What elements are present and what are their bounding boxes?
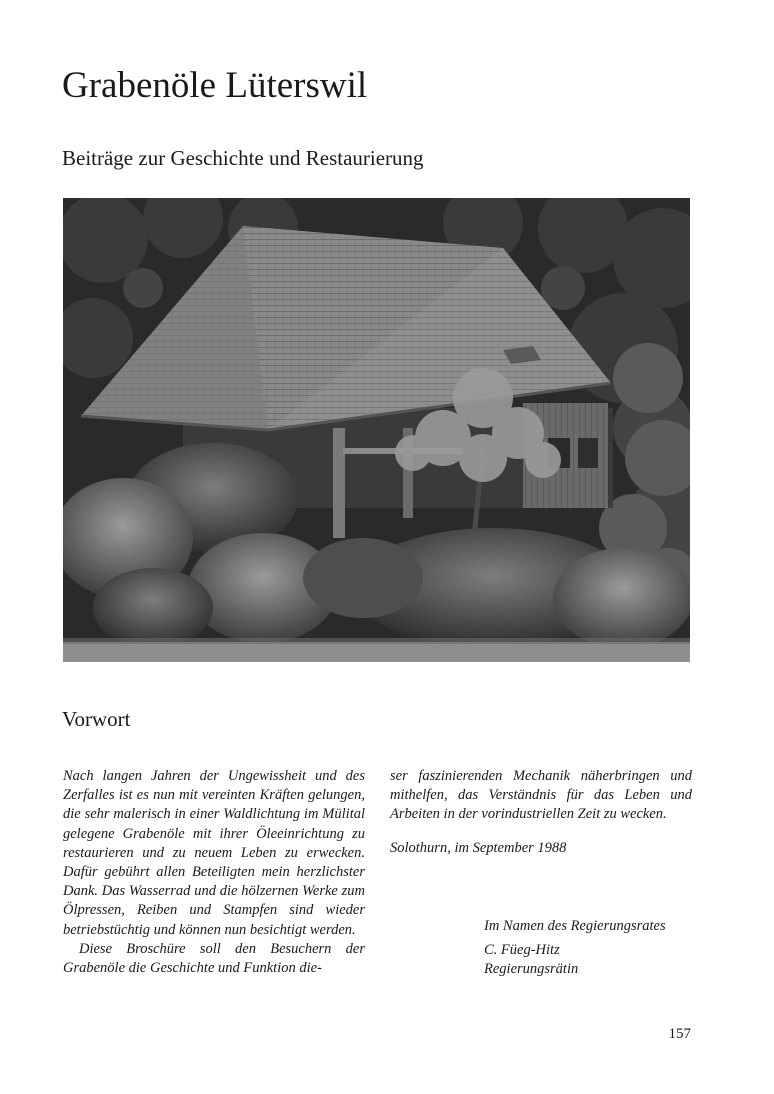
farmhouse-illustration [63,198,690,662]
page-title: Grabenöle Lüterswil [62,65,368,106]
farmhouse-photo [63,198,690,662]
page-subtitle: Beiträge zur Geschichte und Restaurierung [62,146,424,170]
paragraph: ser faszinierenden Mechanik näherbringen und mithelfen, das Verständnis für das Leben und Arbeiten in der vorindustriellen Zeit zu wecken. [390,768,692,823]
signature-block [484,917,666,980]
page-number: 157 [668,1026,691,1042]
signature-name: C. Füeg-Hitz [484,941,560,958]
paragraph: Diese Broschüre soll den Besuchern der Grabenöle die Geschichte und Funktion die- [63,940,365,977]
signature-line: Im Namen des Regierungsrates [484,918,666,934]
signature-role: Regierungsrätin [484,961,579,977]
text-column-right [390,767,692,858]
paragraph: Nach langen Jahren der Ungewissheit und des Zerfalles ist es nun mit vereinten Kräften gelungen, die sehr malerisch in einer Waldlichtung im Mülital gelegene Grabenöle mit ihrer Öleeinrichtung zu restaurieren und zu neuem Leben zu erwecken. Dafür gebührt allen Beteiligten mein herzlichster Dank. Das Wasserrad und die hölzernen Werke zum Ölpressen, Reiben und Stampfen sind wieder betriebstüchtig und können nun besichtigt werden. [63,768,365,938]
section-heading: Vorwort [62,707,131,731]
place-date: Solothurn, im September 1988 [390,839,567,856]
text-column-left [63,767,365,978]
